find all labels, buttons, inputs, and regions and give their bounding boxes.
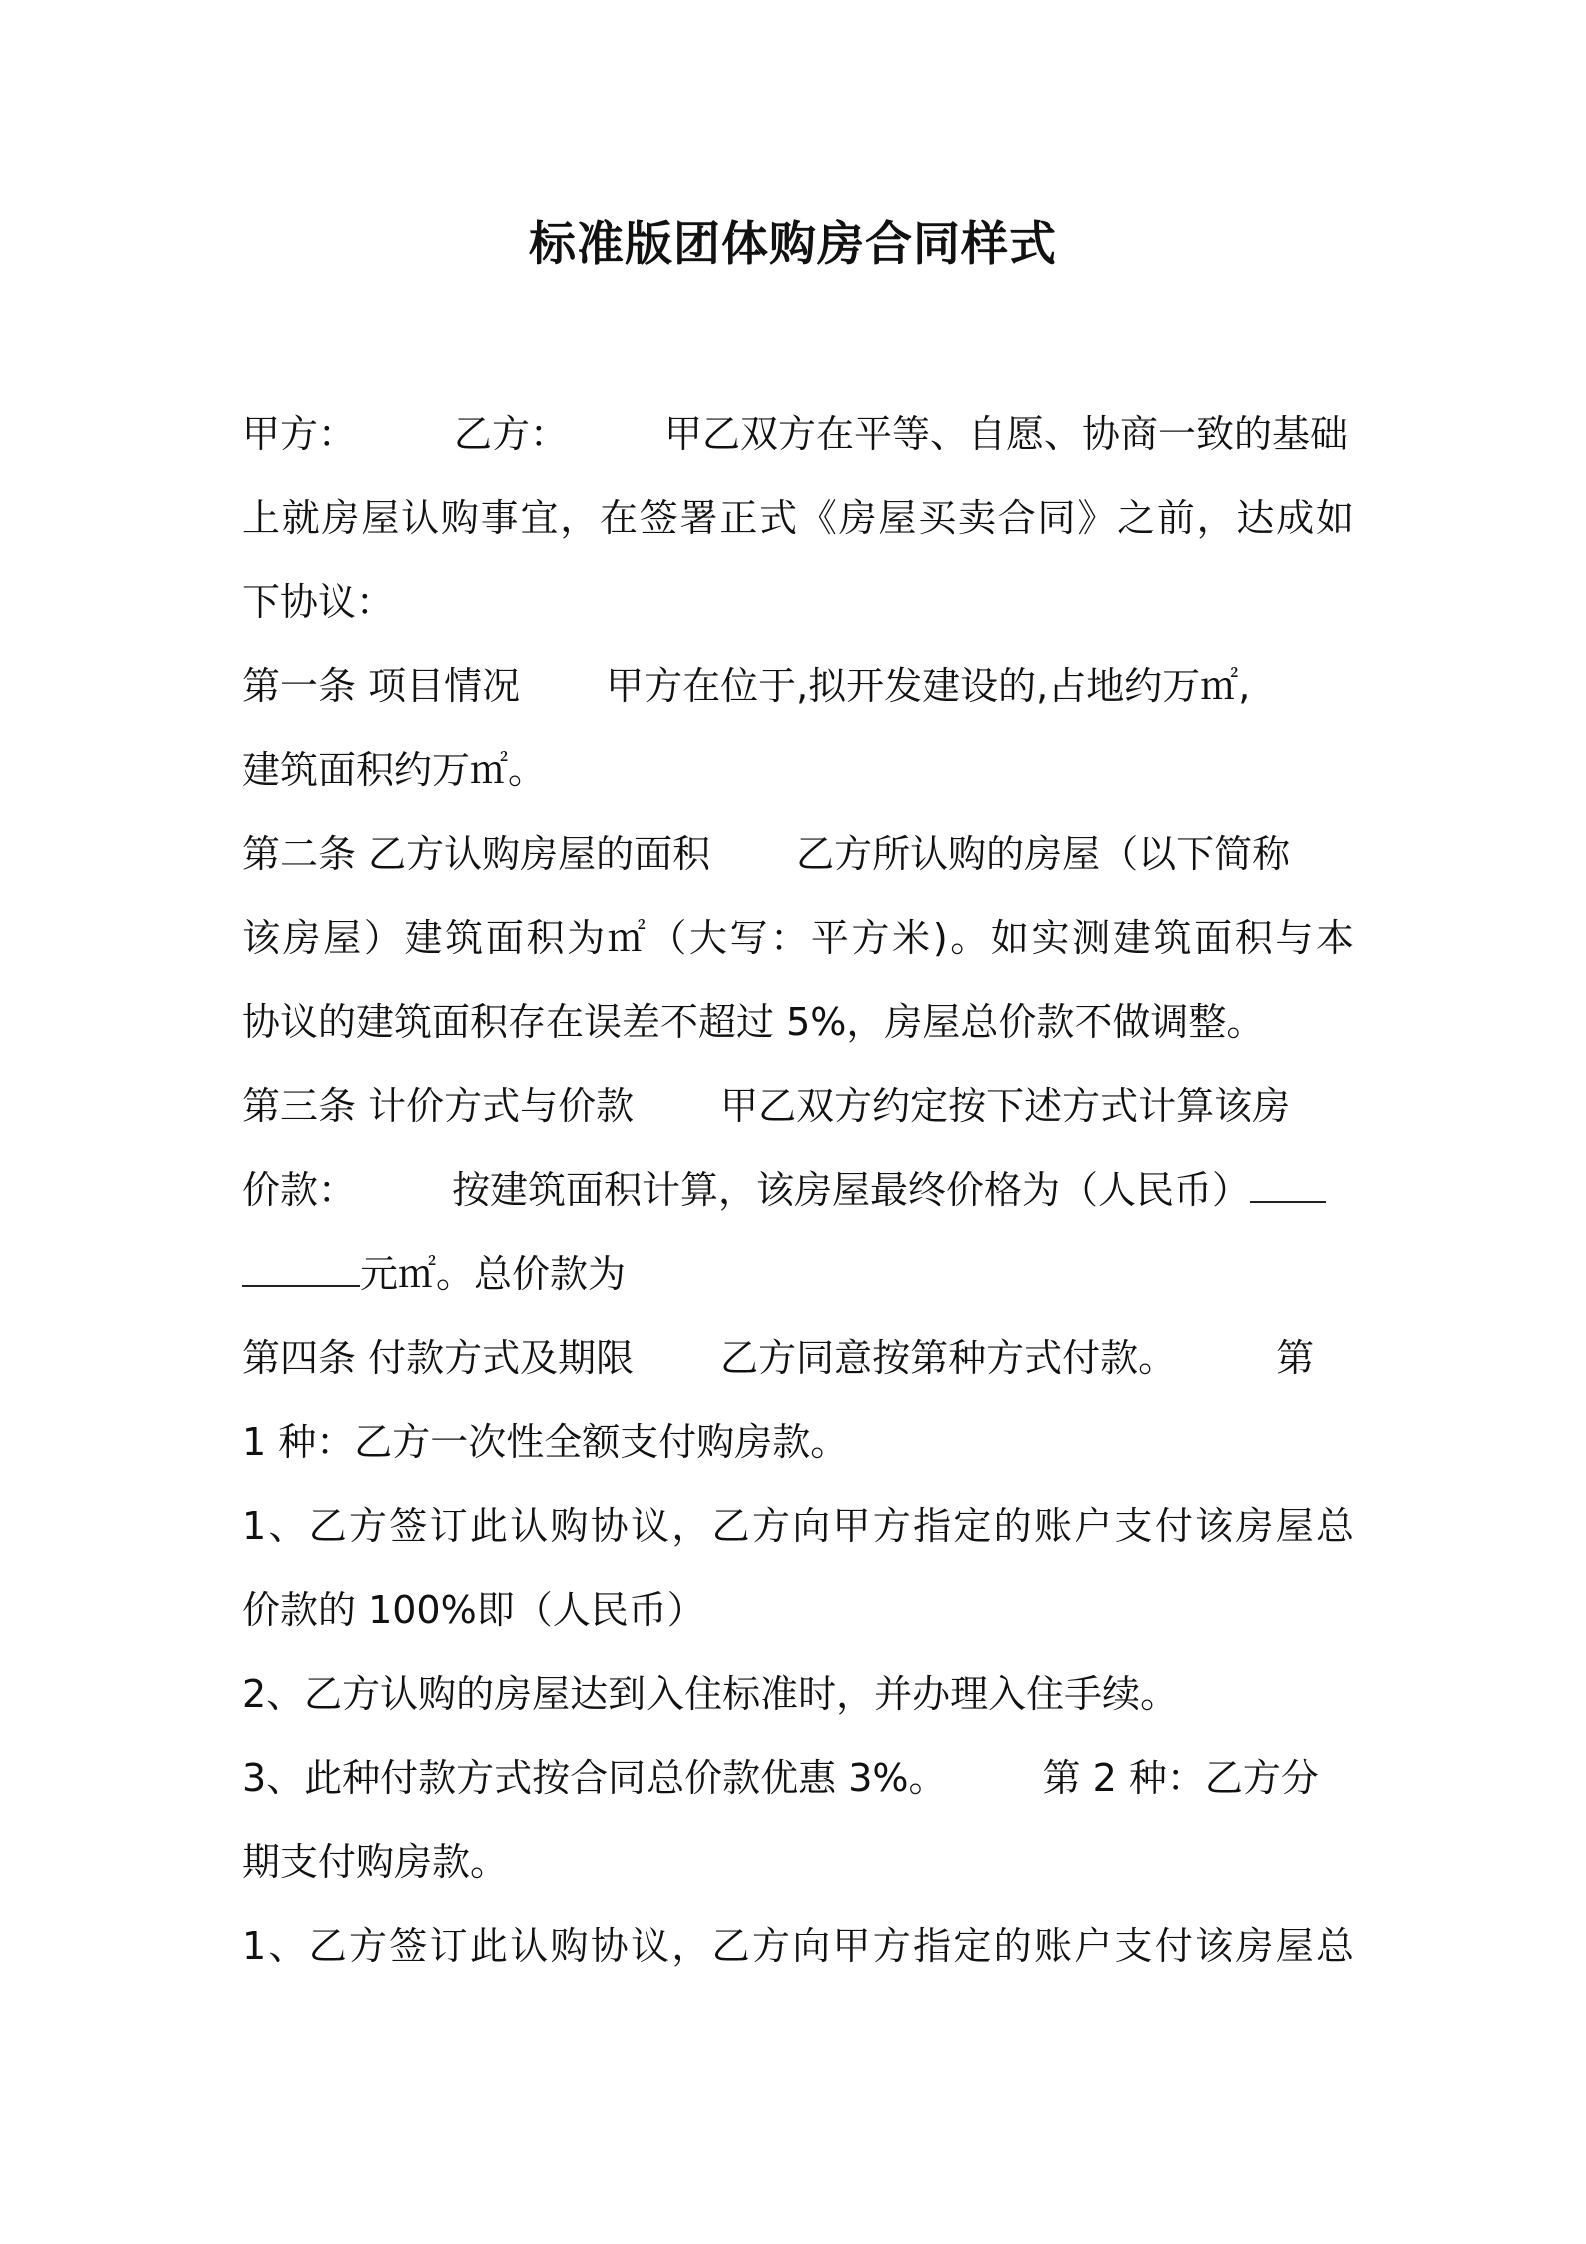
article-heading: 第三条 计价方式与价款 bbox=[242, 1084, 635, 1128]
text-span: 价款： bbox=[242, 1168, 357, 1212]
text-line: 下协议： bbox=[242, 580, 395, 624]
text-line: 该房屋）建筑面积为㎡（大写：平方米)。如实测建筑面积与本 bbox=[242, 916, 1354, 960]
fill-in-blank bbox=[1250, 1200, 1326, 1203]
text-span: 3、此种付款方式按合同总价款优惠 3%。 bbox=[242, 1756, 947, 1800]
text-line bbox=[242, 644, 1354, 728]
text-line: 2、乙方认购的房屋达到入住标准时，并办理入住手续。 bbox=[242, 1672, 1179, 1716]
party-a-label: 甲方： bbox=[242, 412, 357, 456]
text-line: 价款的 100%即（人民币） bbox=[242, 1588, 705, 1632]
text-line bbox=[242, 1148, 1354, 1232]
text-span: 第 bbox=[1276, 1336, 1315, 1380]
text-line bbox=[242, 1316, 1354, 1400]
text-span: 甲乙双方在平等、自愿、协商一致的基础 bbox=[664, 412, 1349, 456]
article-heading: 第四条 付款方式及期限 bbox=[242, 1336, 635, 1380]
text-line: 1 种：乙方一次性全额支付购房款。 bbox=[242, 1420, 849, 1464]
text-span: 乙方所认购的房屋（以下简称 bbox=[796, 832, 1291, 876]
text-line: 协议的建筑面积存在误差不超过 5%，房屋总价款不做调整。 bbox=[242, 1000, 1265, 1044]
text-line bbox=[242, 812, 1354, 896]
document-title: 标准版团体购房合同样式 bbox=[529, 217, 1057, 272]
text-line: 上就房屋认购事宜，在签署正式《房屋买卖合同》之前，达成如 bbox=[242, 496, 1354, 540]
text-line: 1、乙方签订此认购协议，乙方向甲方指定的账户支付该房屋总 bbox=[242, 1504, 1354, 1548]
text-span: 第 2 种：乙方分 bbox=[1042, 1756, 1319, 1800]
text-line: 期支付购房款。 bbox=[242, 1840, 509, 1884]
text-line bbox=[242, 1232, 1354, 1316]
text-span: 甲方在位于,拟开发建设的,占地约万㎡, bbox=[606, 664, 1251, 708]
text-span: 按建筑面积计算，该房屋最终价格为（人民币） bbox=[452, 1168, 1251, 1212]
article-heading: 第一条 项目情况 bbox=[242, 664, 521, 708]
text-line bbox=[242, 1064, 1354, 1148]
fill-in-blank bbox=[242, 1284, 360, 1287]
text-span: 甲乙双方约定按下述方式计算该房 bbox=[720, 1084, 1291, 1128]
text-span: 元㎡。总价款为 bbox=[360, 1252, 627, 1296]
text-line: 建筑面积约万㎡。 bbox=[242, 748, 547, 792]
text-line bbox=[242, 392, 1354, 476]
party-b-label: 乙方： bbox=[454, 412, 569, 456]
text-span: 乙方同意按第种方式付款。 bbox=[720, 1336, 1177, 1380]
article-heading: 第二条 乙方认购房屋的面积 bbox=[242, 832, 711, 876]
text-line bbox=[242, 1736, 1354, 1820]
text-line: 1、乙方签订此认购协议，乙方向甲方指定的账户支付该房屋总 bbox=[242, 1924, 1354, 1968]
